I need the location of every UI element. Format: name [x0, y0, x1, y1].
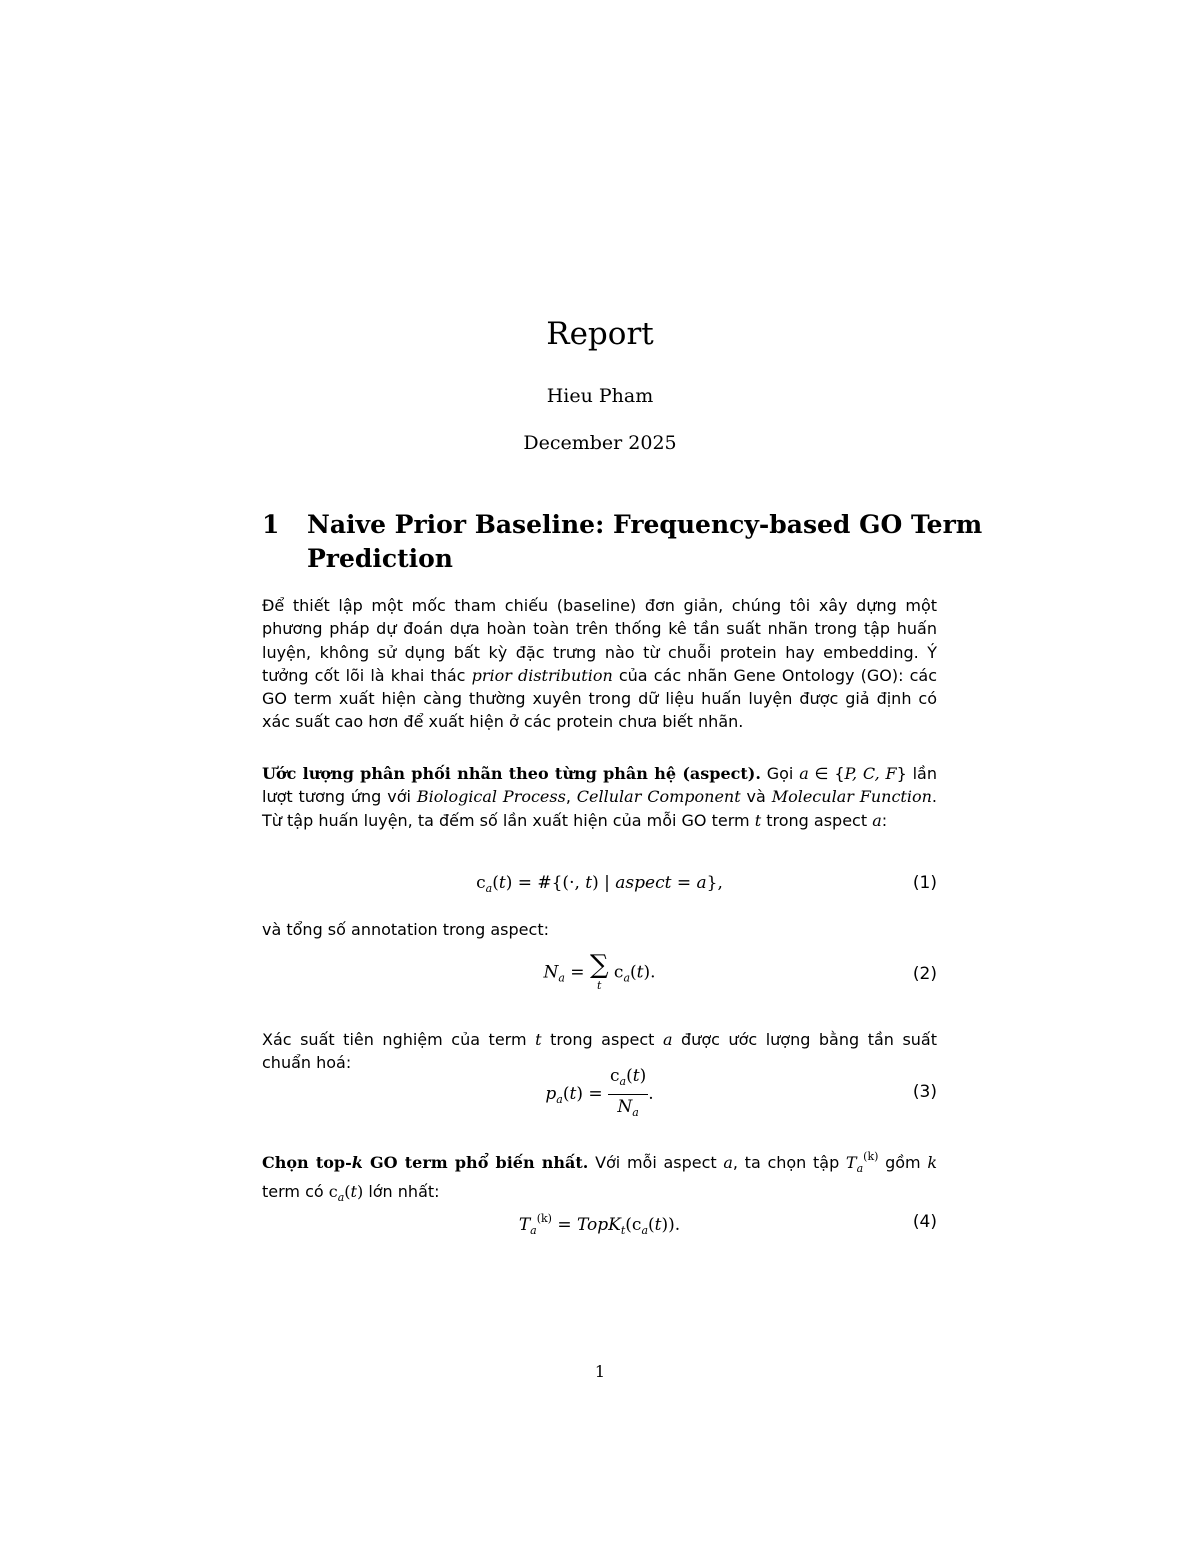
text-run-italic: Biological Process [416, 787, 566, 807]
text-run: Để thiết lập một mốc tham chiếu (baseline) đơn giản, chúng tôi xây dựng một phương pháp dự đoán dựa hoàn toàn trên thống kê tần suất nhãn trong tập huấn luyện, không sử dụng bất kỳ đặc trưng nào từ chuỗi protein hay embedding. Ý tưởng cốt lõi là khai thác [262, 596, 937, 685]
equation-3-body: $p_a(t)$ = $\frac{c_a(t)}{N_a}$ . [262, 1066, 937, 1123]
text-run-italic: prior distribution [471, 665, 613, 685]
text-run: term có [262, 1182, 329, 1202]
equation-number: (4) [912, 1212, 937, 1232]
math-inline: $T_a^{(k)}$ [845, 1150, 879, 1175]
equation-1-body: $c_a(t)$ = #{(·, t) | aspect = a}, [476, 873, 723, 895]
paragraph-topk [262, 1145, 937, 1210]
paragraph-total [262, 918, 937, 941]
text-run: , [565, 787, 577, 807]
math-var: P, C, F [844, 764, 897, 783]
text-run: lớn nhất: [363, 1182, 440, 1202]
math-var: a [872, 810, 882, 830]
equation-3 [262, 1066, 937, 1120]
text-run: . Từ tập huấn luyện, ta đếm số lần xuất hiện của mỗi GO term [262, 787, 938, 830]
math-inline: $c_a(t)$ [328, 1182, 364, 1205]
equation-1 [262, 873, 937, 901]
text-run: Với mỗi aspect [588, 1153, 724, 1172]
math-var: a [723, 1153, 733, 1172]
math-var: a [662, 1030, 673, 1049]
text-run-italic: Cellular Component [576, 787, 741, 807]
equation-number: (1) [912, 873, 937, 893]
text-run: } lần lượt tương ứng với [262, 764, 937, 807]
document-title: Report [546, 316, 654, 352]
equation-4-body: $T_a^{(k)}$ = $TopK_t(c_a(t))$. [518, 1212, 681, 1237]
text-run: được ước lượng bằng tần suất chuẩn hoá: [262, 1030, 938, 1073]
text-run-italic: Molecular Function [771, 787, 932, 807]
section-title: Naive Prior Baseline: Frequency-based GO Term Prediction [307, 510, 983, 573]
equation-number: (2) [912, 964, 937, 984]
math-var: k [927, 1153, 938, 1172]
page-number: 1 [594, 1362, 606, 1381]
text-run: , ta chọn tập [732, 1153, 846, 1172]
text-run: Xác suất tiên nghiệm của term [262, 1030, 536, 1049]
text-run: gồm [878, 1153, 928, 1172]
paragraph-heading: Chọn top- [262, 1153, 352, 1172]
fraction: $\frac{c_a(t)}{N_a}$ [610, 1066, 647, 1119]
equation-2 [262, 952, 937, 1008]
math-var: t [535, 1030, 542, 1049]
math-var: t [754, 810, 762, 830]
text-run: của các nhãn Gene Ontology (GO): các GO term xuất hiện càng thường xuyên trong dữ liệu huấn luyện được giả định có xác suất cao hơn để xuất hiện ở các protein chưa biết nhãn. [262, 665, 937, 732]
paragraph-heading: GO term phổ biến nhất. [362, 1153, 589, 1172]
text-run: trong aspect [761, 810, 873, 830]
text-run: và [740, 787, 772, 807]
text-run: trong aspect [541, 1030, 663, 1049]
paragraph-intro [262, 594, 937, 734]
text-run: Gọi [760, 764, 800, 783]
text-run: ∈ { [808, 764, 845, 783]
equation-4 [262, 1212, 937, 1242]
text-run: : [881, 810, 888, 830]
section-number: 1 [262, 510, 280, 539]
paragraph-aspect [262, 762, 937, 832]
date: December 2025 [523, 432, 677, 454]
paragraph-heading: Ước lượng phân phối nhãn theo từng phân hệ (aspect). [262, 764, 761, 783]
text-run: và tổng số annotation trong aspect: [262, 920, 549, 939]
math-var: k [351, 1153, 363, 1172]
author: Hieu Pham [546, 385, 654, 407]
equation-number: (3) [912, 1082, 937, 1102]
sum-symbol: ∑ t [589, 950, 609, 992]
equation-2-body: $N_a$ = ∑ t $c_a(t)$. [543, 950, 656, 992]
math-var: a [799, 764, 809, 783]
